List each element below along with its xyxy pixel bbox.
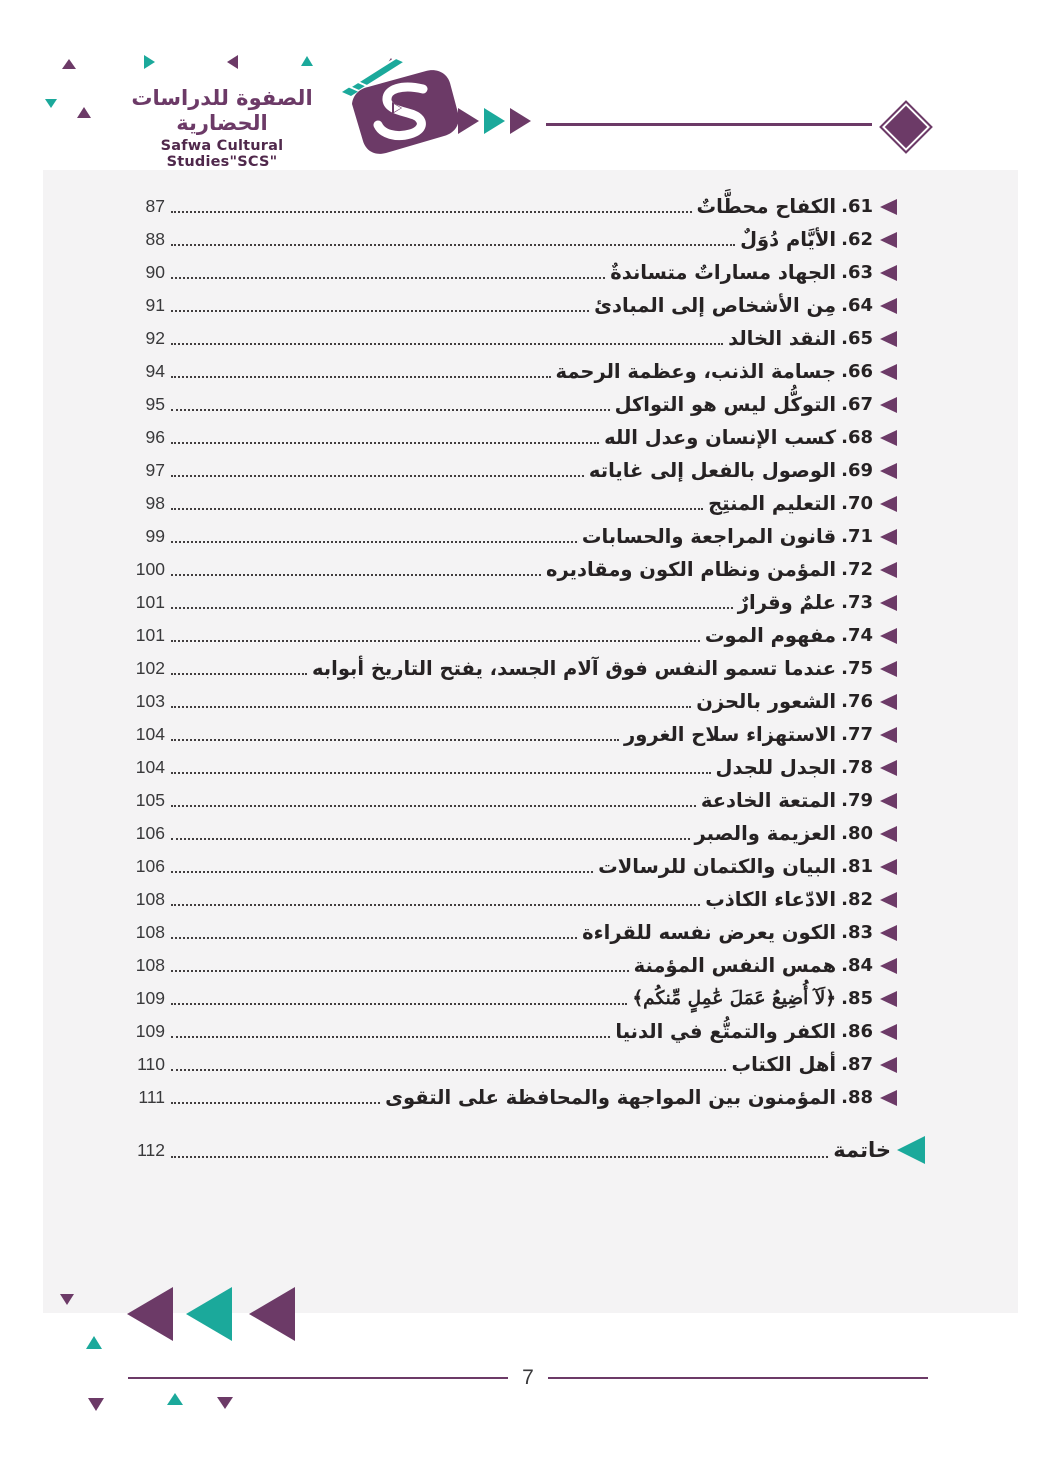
entry-number: 83. [841, 922, 873, 943]
dotted-leader [171, 970, 629, 972]
entry-title: الوصول بالفعل إلى غاياته [588, 459, 837, 482]
entry-title: همس النفس المؤمنة [633, 954, 837, 977]
entry-title: التوكُّل ليس هو التواكل [614, 393, 837, 416]
entry-title: قانون المراجعة والحسابات [581, 525, 837, 548]
dotted-leader [171, 805, 696, 807]
entry-bullet-icon [880, 859, 897, 875]
dotted-leader [171, 772, 711, 774]
entry-title: ﴿لَآ أُضِيعُ عَمَلَ عَٰمِلٍ مِّنكُم﴾ [632, 988, 837, 1009]
entry-number: 66. [841, 361, 873, 382]
entry-page-number: 101 [135, 625, 165, 645]
toc-entry [125, 487, 897, 520]
toc-entry [125, 322, 897, 355]
toc-entry [125, 520, 897, 553]
entry-page-number: 101 [135, 592, 165, 612]
entry-bullet-icon [880, 430, 897, 446]
entry-page-number: 94 [145, 361, 165, 381]
dotted-leader [171, 277, 605, 279]
entry-title: العزيمة والصبر [694, 822, 837, 845]
dotted-leader [171, 838, 690, 840]
publisher-name-english: Safwa Cultural Studies"SCS" [160, 138, 284, 171]
entry-bullet-icon [880, 1090, 897, 1106]
table-of-contents [125, 190, 897, 1168]
entry-number: 68. [841, 427, 873, 448]
entry-bullet-icon [880, 925, 897, 941]
entry-bullet-icon [880, 991, 897, 1007]
triangle-left-icon [186, 1287, 232, 1341]
toc-conclusion-entry [125, 1132, 897, 1168]
entry-number: 65. [841, 328, 873, 349]
entry-bullet-icon [880, 199, 897, 215]
entry-number: 79. [841, 790, 873, 811]
toc-entry [125, 685, 897, 718]
entry-page-number: 106 [135, 823, 165, 843]
entry-title: الجهاد مساراتٌ متساندةٌ [610, 261, 837, 284]
toc-entry [125, 223, 897, 256]
entry-number: 64. [841, 295, 873, 316]
triangle-right-icon [144, 55, 155, 69]
entry-title: الكون يعرض نفسه للقراءة [582, 921, 837, 944]
dotted-leader [171, 211, 692, 213]
toc-entry [125, 1048, 897, 1081]
entry-page-number: 106 [135, 856, 165, 876]
dotted-leader [171, 706, 691, 708]
toc-entry [125, 553, 897, 586]
toc-entry [125, 751, 897, 784]
entry-number: 77. [841, 724, 873, 745]
entry-bullet-icon [880, 265, 897, 281]
entry-number: 84. [841, 955, 873, 976]
entry-page-number: 112 [137, 1139, 165, 1160]
entry-page-number: 100 [135, 559, 165, 579]
entry-page-number: 87 [145, 196, 165, 216]
entry-title: الكفاح محطَّاتٌ [696, 195, 837, 218]
publisher-logo-text [112, 86, 332, 170]
toc-entry [125, 784, 897, 817]
entry-title: مِن الأشخاص إلى المبادئ [594, 294, 837, 317]
entry-number: 73. [841, 592, 873, 613]
triangle-up-icon [62, 59, 76, 69]
entry-number: 70. [841, 493, 873, 514]
dotted-leader [171, 508, 703, 510]
toc-entry [125, 421, 897, 454]
entry-number: 63. [841, 262, 873, 283]
entry-number: 87. [841, 1054, 873, 1075]
toc-entry [125, 850, 897, 883]
toc-entry [125, 817, 897, 850]
entry-bullet-icon [880, 331, 897, 347]
toc-entry [125, 586, 897, 619]
entry-bullet-icon [880, 727, 897, 743]
entry-number: 81. [841, 856, 873, 877]
entry-title: مفهوم الموت [704, 624, 837, 647]
entry-bullet-icon [880, 826, 897, 842]
entry-page-number: 104 [135, 724, 165, 744]
triangle-right-icon [484, 108, 505, 134]
dotted-leader [171, 376, 551, 378]
entry-title: الاستهزاء سلاح الغرور [623, 723, 837, 746]
entry-title: كسب الإنسان وعدل الله [604, 426, 837, 449]
diamond-icon [882, 103, 930, 151]
footer-rule [128, 1366, 928, 1390]
entry-page-number: 111 [138, 1087, 165, 1107]
entry-page-number: 108 [135, 889, 165, 909]
entry-page-number: 102 [135, 658, 165, 678]
dotted-leader [171, 1036, 610, 1038]
dotted-leader [171, 541, 577, 543]
entry-number: 76. [841, 691, 873, 712]
dotted-leader [171, 904, 700, 906]
entry-title: جسامة الذنب، وعظمة الرحمة [555, 360, 837, 383]
dotted-leader [171, 1003, 627, 1005]
toc-entry [125, 454, 897, 487]
dotted-leader [171, 310, 589, 312]
entry-number: 74. [841, 625, 873, 646]
triangle-up-icon [167, 1393, 183, 1405]
entry-bullet-icon [880, 232, 897, 248]
entry-page-number: 98 [145, 493, 165, 513]
triangle-down-icon [217, 1397, 233, 1409]
dotted-leader [171, 1069, 726, 1071]
toc-entry [125, 883, 897, 916]
entry-page-number: 105 [135, 790, 165, 810]
entry-page-number: 109 [135, 988, 165, 1008]
entry-number: 78. [841, 757, 873, 778]
entry-page-number: 95 [145, 394, 165, 414]
entry-number: 82. [841, 889, 873, 910]
entry-bullet-icon [880, 793, 897, 809]
entry-bullet-icon [880, 463, 897, 479]
entry-page-number: 109 [135, 1021, 165, 1041]
dotted-leader [171, 1156, 828, 1158]
triangle-left-icon [227, 55, 238, 69]
toc-entry [125, 982, 897, 1015]
toc-entry [125, 652, 897, 685]
dotted-leader [171, 574, 541, 576]
footer-rule-right [548, 1377, 928, 1380]
entry-page-number: 103 [135, 691, 165, 711]
entry-title: أهل الكتاب [731, 1053, 837, 1076]
toc-entry [125, 1081, 897, 1114]
entry-title: علمٌ وقرارٌ [737, 591, 837, 614]
triangle-down-icon [45, 99, 57, 108]
triangle-left-icon [127, 1287, 173, 1341]
entry-number: 71. [841, 526, 873, 547]
dotted-leader [171, 409, 610, 411]
entry-bullet-icon [880, 958, 897, 974]
dotted-leader [171, 244, 735, 246]
entry-title: الشعور بالحزن [696, 690, 837, 713]
entry-title: التعليم المنتِج [708, 492, 837, 515]
entry-number: 72. [841, 559, 873, 580]
dotted-leader [171, 640, 700, 642]
entry-bullet-icon [880, 1024, 897, 1040]
entry-page-number: 99 [145, 526, 165, 546]
toc-entry [125, 619, 897, 652]
entry-title: الادّعاء الكاذب [705, 888, 837, 911]
entry-page-number: 108 [135, 955, 165, 975]
entry-title: البيان والكتمان للرسالات [598, 855, 837, 878]
dotted-leader [171, 739, 619, 741]
triangle-left-icon [249, 1287, 295, 1341]
toc-entry [125, 256, 897, 289]
publisher-name-arabic: الصفوة للدراسات الحضارية [131, 86, 313, 136]
entry-bullet-icon [880, 397, 897, 413]
publisher-logo-icon [322, 56, 472, 175]
triangle-up-icon [86, 1336, 102, 1349]
entry-bullet-icon [880, 1057, 897, 1073]
entry-title: الكفر والتمتُّع في الدنيا [615, 1020, 837, 1043]
entry-bullet-icon [880, 496, 897, 512]
conclusion-bullet-icon [897, 1136, 925, 1164]
entry-bullet-icon [880, 595, 897, 611]
entry-bullet-icon [880, 364, 897, 380]
entry-number: 85. [841, 988, 873, 1009]
entry-number: 88. [841, 1087, 873, 1108]
entry-number: 75. [841, 658, 873, 679]
entry-page-number: 90 [145, 262, 165, 282]
entry-page-number: 92 [145, 328, 165, 348]
entry-title: المؤمن ونظام الكون ومقاديره [546, 558, 837, 581]
dotted-leader [171, 937, 577, 939]
entry-page-number: 108 [135, 922, 165, 942]
dotted-leader [171, 475, 584, 477]
entry-page-number: 97 [145, 460, 165, 480]
triangle-up-icon [77, 107, 91, 118]
triangle-right-icon [458, 108, 479, 134]
entry-bullet-icon [880, 628, 897, 644]
entry-number: 62. [841, 229, 873, 250]
footer-rule-left [128, 1377, 508, 1380]
dotted-leader [171, 343, 723, 345]
entry-number: 69. [841, 460, 873, 481]
entry-bullet-icon [880, 661, 897, 677]
dotted-leader [171, 673, 307, 675]
dotted-leader [171, 1102, 380, 1104]
dotted-leader [171, 607, 733, 609]
entry-title: الجدل للجدل [715, 756, 837, 779]
page-number: 7 [522, 1366, 534, 1389]
entry-title: المؤمنون بين المواجهة والمحافظة على التقوى [385, 1086, 837, 1109]
triangle-up-icon [301, 56, 313, 66]
entry-title: الأيَّام دُوَلٌ [740, 228, 837, 251]
entry-number: 80. [841, 823, 873, 844]
toc-entry [125, 190, 897, 223]
triangle-down-icon [60, 1294, 74, 1305]
entry-page-number: 88 [145, 229, 165, 249]
toc-entry [125, 355, 897, 388]
header-divider-line [546, 123, 872, 126]
entry-bullet-icon [880, 760, 897, 776]
triangle-right-icon [510, 108, 531, 134]
toc-entry [125, 718, 897, 751]
toc-entry [125, 289, 897, 322]
toc-entry [125, 1015, 897, 1048]
toc-entry [125, 916, 897, 949]
entry-bullet-icon [880, 562, 897, 578]
entry-page-number: 110 [137, 1054, 165, 1074]
entry-bullet-icon [880, 529, 897, 545]
entry-title: عندما تسمو النفس فوق آلام الجسد، يفتح التاريخ أبوابه [311, 657, 837, 680]
entry-title: المتعة الخادعة [700, 789, 837, 812]
dotted-leader [171, 871, 593, 873]
entry-number: 61. [841, 196, 873, 217]
triangle-down-icon [88, 1398, 104, 1411]
entry-number: 86. [841, 1021, 873, 1042]
dotted-leader [171, 442, 599, 444]
entry-title: خاتمة [833, 1138, 891, 1162]
entry-page-number: 91 [145, 295, 165, 315]
toc-entry [125, 949, 897, 982]
entry-bullet-icon [880, 694, 897, 710]
entry-title: النقد الخالد [728, 327, 837, 350]
entry-number: 67. [841, 394, 873, 415]
entry-page-number: 104 [135, 757, 165, 777]
entry-page-number: 96 [145, 427, 165, 447]
entry-bullet-icon [880, 892, 897, 908]
entry-bullet-icon [880, 298, 897, 314]
toc-entry [125, 388, 897, 421]
